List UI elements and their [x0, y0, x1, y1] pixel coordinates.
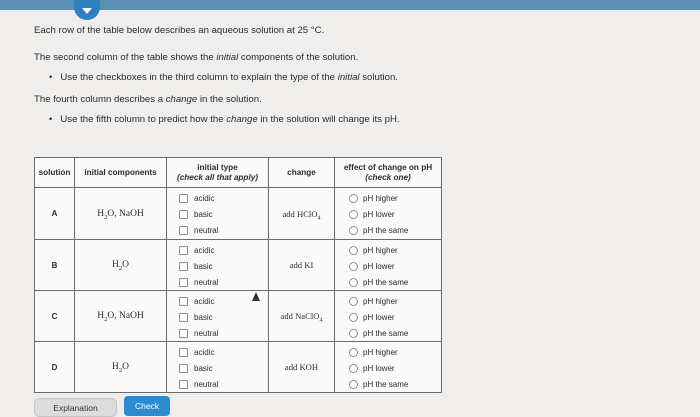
effect-option[interactable] — [349, 325, 441, 341]
option-label: neutral — [194, 226, 219, 235]
effect-option[interactable] — [349, 344, 441, 360]
type-option[interactable] — [179, 344, 268, 360]
checkbox[interactable] — [179, 364, 188, 373]
formula-part: H — [97, 311, 105, 321]
bullet-fifth-column-instruction — [49, 114, 400, 125]
option-label: acidic — [194, 194, 215, 203]
checkbox[interactable] — [179, 380, 188, 389]
collapse-toggle[interactable] — [74, 0, 100, 20]
option-label: pH the same — [363, 379, 409, 389]
option-label: neutral — [194, 379, 219, 389]
option-label: basic — [194, 363, 213, 373]
option-label: pH higher — [363, 347, 398, 357]
checkbox[interactable] — [179, 246, 188, 255]
type-option[interactable] — [179, 376, 268, 392]
table-row — [35, 342, 442, 393]
formula-part: H — [97, 208, 105, 219]
intro-line: Each row of the table below describes an aqueous solution at 25 °C. — [34, 25, 325, 36]
checkbox[interactable] — [179, 262, 188, 271]
option-label: pH higher — [363, 194, 398, 203]
type-option[interactable] — [179, 258, 268, 274]
top-bar — [0, 0, 700, 10]
solutions-table — [34, 157, 442, 393]
option-label: pH the same — [363, 328, 409, 338]
radio-button[interactable] — [349, 226, 358, 235]
initial-components — [75, 291, 167, 342]
formula-part: add NaClO — [280, 311, 320, 321]
radio-button[interactable] — [349, 380, 358, 389]
text-emphasis: initial — [216, 52, 239, 63]
formula-subscript: 2 — [118, 366, 123, 374]
type-option[interactable] — [179, 274, 268, 290]
radio-button[interactable] — [349, 329, 358, 338]
option-label: pH higher — [363, 245, 398, 255]
option-label: pH the same — [363, 277, 409, 287]
initial-components — [75, 240, 167, 291]
radio-button[interactable] — [349, 210, 358, 219]
solution-label: B — [35, 240, 75, 291]
type-option[interactable] — [179, 223, 268, 239]
text-part: solution. — [359, 72, 398, 83]
type-option[interactable] — [179, 360, 268, 376]
chevron-down-icon — [82, 8, 92, 14]
header-line: (check all that apply) — [177, 172, 258, 182]
explanation-button[interactable]: Explanation — [34, 398, 117, 417]
radio-button[interactable] — [349, 194, 358, 203]
table-row — [35, 188, 442, 240]
checkbox[interactable] — [179, 194, 188, 203]
solution-label: C — [35, 291, 75, 342]
effect-options — [335, 342, 442, 393]
text-emphasis: initial — [337, 72, 360, 83]
header-solution: solution — [35, 158, 75, 188]
radio-button[interactable] — [349, 297, 358, 306]
header-line: effect of change on pH — [343, 162, 433, 172]
option-label: pH the same — [363, 226, 409, 235]
initial-components — [75, 342, 167, 393]
type-option[interactable] — [179, 207, 268, 223]
formula-subscript: 2 — [118, 264, 123, 272]
checkbox[interactable] — [179, 348, 188, 357]
effect-option[interactable] — [349, 207, 441, 223]
text-part: The fourth column describes a — [34, 94, 166, 105]
text-part: The second column of the table shows the — [34, 52, 217, 63]
option-label: acidic — [194, 245, 215, 255]
header-effect — [335, 158, 442, 188]
radio-button[interactable] — [349, 278, 358, 287]
change-description — [269, 291, 335, 342]
formula-subscript: 4 — [317, 215, 321, 222]
initial-type-options — [167, 188, 269, 240]
checkbox[interactable] — [179, 226, 188, 235]
formula-part: H — [111, 362, 119, 372]
text-part: in the solution will change its pH. — [257, 114, 400, 125]
formula-part: add KOH — [284, 362, 319, 372]
type-option[interactable] — [179, 242, 268, 258]
second-column-text — [34, 52, 358, 63]
solution-label: D — [35, 342, 75, 393]
effect-option[interactable] — [349, 258, 441, 274]
header-initial-components: initial components — [75, 158, 167, 188]
bullet-checkbox-instruction — [49, 72, 398, 83]
text-part: Use the fifth column to predict how the — [60, 114, 227, 125]
header-line: (check one) — [365, 172, 411, 182]
radio-button[interactable] — [349, 262, 358, 271]
formula-part: O — [122, 260, 130, 270]
effect-option[interactable] — [349, 376, 441, 392]
option-label: acidic — [194, 347, 215, 357]
text-part: in the solution. — [197, 94, 262, 105]
option-label: acidic — [194, 296, 215, 306]
header-initial-type — [167, 158, 269, 188]
radio-button[interactable] — [349, 313, 358, 322]
text-part: Use the checkboxes in the third column to explain the type of the — [60, 72, 338, 83]
formula-subscript: 2 — [104, 213, 108, 221]
effect-options — [335, 240, 442, 291]
formula-part: O, NaOH — [107, 311, 144, 321]
effect-option[interactable] — [349, 191, 441, 207]
radio-button[interactable] — [349, 364, 358, 373]
change-description — [269, 240, 335, 291]
formula-part: add HClO — [282, 208, 318, 219]
change-description — [269, 188, 335, 240]
initial-components — [75, 188, 167, 240]
option-label: neutral — [194, 277, 219, 287]
effect-options — [335, 188, 442, 240]
initial-type-options — [167, 342, 269, 393]
initial-type-options — [167, 240, 269, 291]
table-row — [35, 291, 442, 342]
formula-part: O, NaOH — [107, 208, 144, 219]
option-label: pH lower — [363, 210, 395, 219]
formula-part: add KI — [289, 260, 314, 270]
header-line: initial type — [197, 162, 238, 172]
option-label: pH lower — [363, 261, 395, 271]
table-row — [35, 240, 442, 291]
effect-option[interactable] — [349, 293, 441, 309]
table-header-row — [35, 158, 442, 188]
type-option[interactable] — [179, 325, 268, 341]
mouse-cursor-icon — [252, 292, 260, 301]
radio-button[interactable] — [349, 348, 358, 357]
option-label: basic — [194, 210, 213, 219]
checkbox[interactable] — [179, 210, 188, 219]
effect-options — [335, 291, 442, 342]
option-label: pH lower — [363, 363, 395, 373]
checkbox[interactable] — [179, 313, 188, 322]
type-option[interactable] — [179, 191, 268, 207]
formula-subscript: 2 — [104, 315, 108, 323]
option-label: pH lower — [363, 312, 395, 322]
fourth-column-text — [34, 94, 262, 105]
checkbox[interactable] — [179, 297, 188, 306]
checkbox[interactable] — [179, 278, 188, 287]
text-emphasis: change — [165, 94, 198, 105]
option-label: neutral — [194, 328, 219, 338]
formula-part: H — [111, 260, 119, 270]
option-label: basic — [194, 312, 213, 322]
radio-button[interactable] — [349, 246, 358, 255]
checkbox[interactable] — [179, 329, 188, 338]
option-label: pH higher — [363, 296, 398, 306]
text-emphasis: change — [226, 114, 258, 125]
change-description — [269, 342, 335, 393]
option-label: basic — [194, 261, 213, 271]
check-button[interactable]: Check — [124, 396, 170, 416]
effect-option[interactable] — [349, 274, 441, 290]
header-change: change — [269, 158, 335, 188]
solution-label: A — [35, 188, 75, 240]
effect-option[interactable] — [349, 309, 441, 325]
type-option[interactable] — [179, 309, 268, 325]
formula-subscript: 4 — [319, 317, 323, 324]
effect-option[interactable] — [349, 223, 441, 239]
effect-option[interactable] — [349, 360, 441, 376]
text-part: components of the solution. — [238, 52, 359, 63]
effect-option[interactable] — [349, 242, 441, 258]
formula-part: O — [122, 362, 130, 372]
